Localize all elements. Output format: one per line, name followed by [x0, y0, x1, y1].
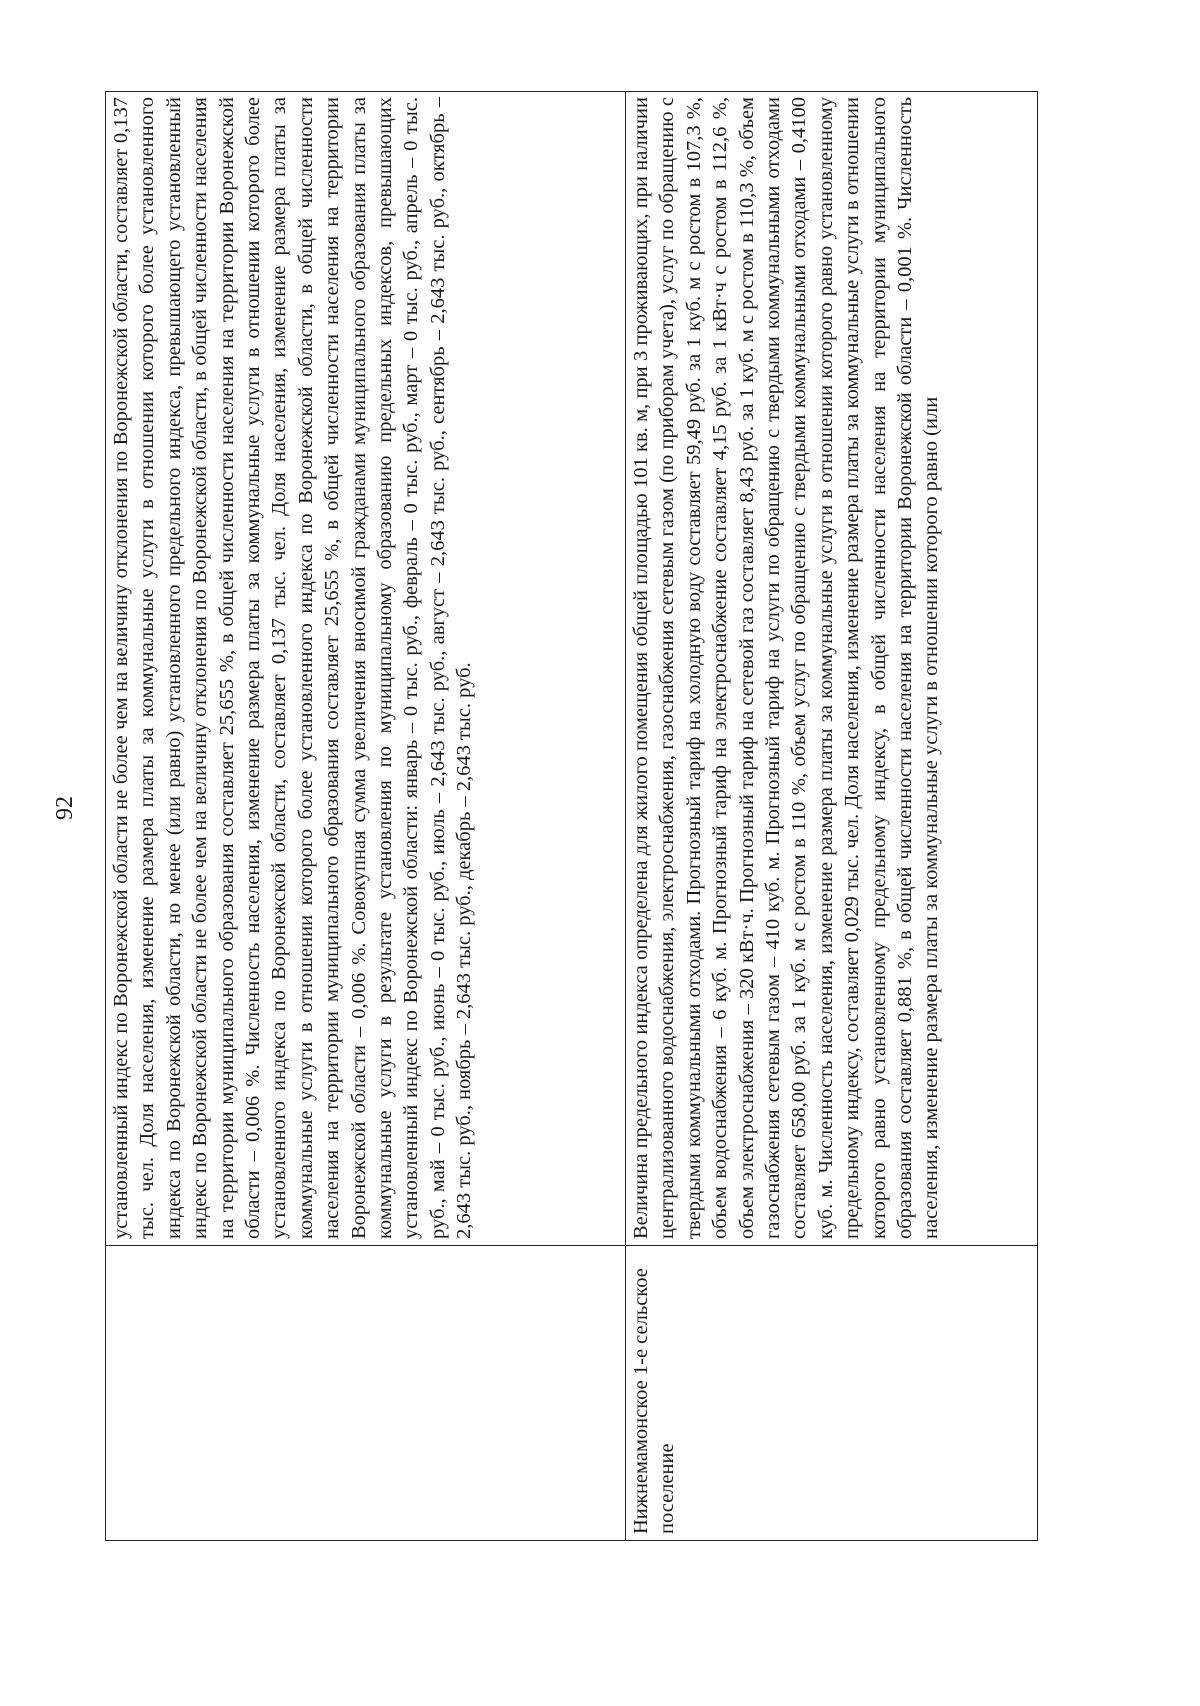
- municipality-cell: Нижнемамонское 1-е сельское поселение: [626, 1246, 1038, 1541]
- description-cell: установленный индекс по Воронежской области не более чем на величину отклонения по Воронежской области, составляет 0,137 тыс. чел. Доля населения, изменение размера платы за коммунальные услуги в отношении которого более установленного индекса по Воронежской области, но менее (или равно) установленного предельного индекса, превышающего установленный индекс по Воронежской области не более чем на величину отклонения по Воронежской области, в общей численности населения на территории муниципального образования составляет 25,655 %, в общей численности населения на территории Воронежской области – 0,006 %. Численность населения, изменение размера платы за коммунальные услуги в отношении которого более установленного индекса по Воронежской области, составляет 0,137 тыс. чел. Доля населения, изменение размера платы за коммунальные услуги в отношении которого более установленного индекса по Воронежской области, в общей численности населения на территории муниципального образования составляет 25,655 %, в общей численности населения на территории Воронежской области – 0,006 %. Совокупная сумма увеличения вносимой гражданами муниципального образования платы за коммунальные услуги в результате установления по муниципальному образованию предельных индексов, превышающих установленный индекс по Воронежской области: январь – 0 тыс. руб., февраль – 0 тыс. руб., март – 0 тыс. руб., апрель – 0 тыс. руб., май – 0 тыс. руб., июнь – 0 тыс. руб., июль – 2,643 тыс. руб., август – 2,643 тыс. руб., сентябрь – 2,643 тыс. руб., октябрь – 2,643 тыс. руб., ноябрь – 2,643 тыс. руб., декабрь – 2,643 тыс. руб.: [106, 92, 626, 1246]
- data-table: [105, 91, 1038, 1541]
- table-row: [106, 92, 626, 1541]
- page-number: 92: [52, 796, 78, 820]
- rotated-table-container: [105, 91, 1037, 1541]
- table-row: [626, 92, 1038, 1541]
- municipality-cell: [106, 1246, 626, 1541]
- description-cell: Величина предельного индекса определена для жилого помещения общей площадью 101 кв. м, при 3 проживающих, при наличии централизованного водоснабжения, электроснабжения, газоснабжения сетевым газом (по приборам учета), услуг по обращению с твердыми коммунальными отходами. Прогнозный тариф на холодную воду составляет 59,49 руб. за 1 куб. м с ростом в 107,3 %, объем водоснабжения – 6 куб. м. Прогнозный тариф на электроснабжение составляет 4,15 руб. за 1 кВт·ч с ростом в 112,6 %, объем электроснабжения – 320 кВт·ч. Прогнозный тариф на сетевой газ составляет 8,43 руб. за 1 куб. м с ростом в 110,3 %, объем газоснабжения сетевым газом – 410 куб. м. Прогнозный тариф на услуги по обращению с твердыми коммунальными отходами составляет 658,00 руб. за 1 куб. м с ростом в 110 %, объем услуг по обращению с твердыми коммунальными отходами – 0,4100 куб. м. Численность населения, изменение размера платы за коммунальные услуги в отношении которого равно установленному предельному индексу, составляет 0,029 тыс. чел. Доля населения, изменение размера платы за коммунальные услуги в отношении которого равно установленному предельному индексу, в общей численности населения на территории муниципального образования составляет 0,881 %, в общей численности населения на территории Воронежской области – 0,001 %. Численность населения, изменение размера платы за коммунальные услуги в отношении которого равно (или: [626, 92, 1038, 1246]
